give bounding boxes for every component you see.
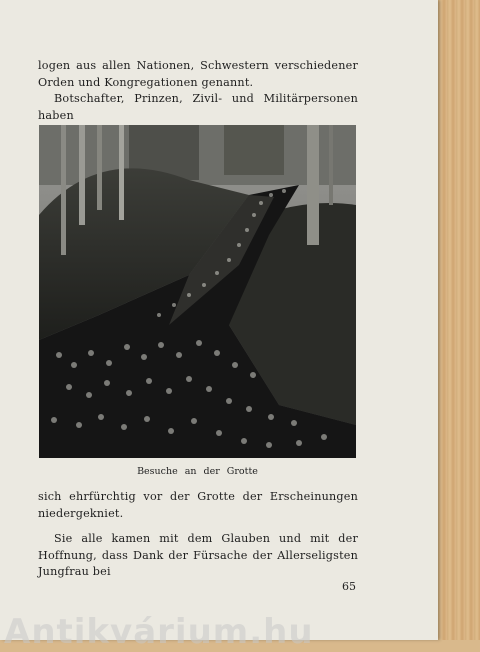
paragraph-top-2: Botschafter, Prinzen, Zivil- und Militärpersonen haben [38, 92, 358, 122]
photo-caption: Besuche an der Grotte [137, 466, 258, 477]
wooden-background [438, 0, 480, 640]
grotto-photo-image [39, 125, 356, 458]
paragraph-bottom-2: Sie alle kamen mit dem Glauben und mit der Hoffnung, dass Dank der Fürsache der Allerseligsten Jungfrau bei [38, 532, 358, 578]
grotto-photo [39, 125, 356, 458]
page-number: 65 [342, 580, 356, 593]
watermark-logo: Antikvárium.hu [4, 612, 314, 652]
paragraph-bottom-1: sich ehrfürchtig vor der Grotte der Erscheinungen niedergekniet. [38, 490, 358, 520]
paragraph-top-1: logen aus allen Nationen, Schwestern verschiedener Orden und Kongregationen genannt. [38, 59, 358, 89]
